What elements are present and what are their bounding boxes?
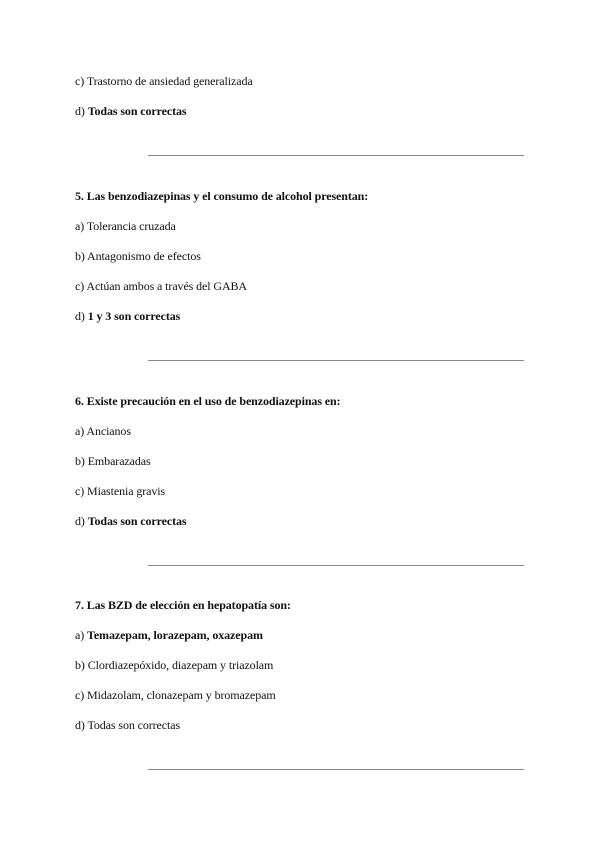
option-text: Trastorno de ansiedad generalizada bbox=[86, 74, 253, 88]
option-prefix: d) bbox=[75, 309, 88, 323]
option-prefix: a) bbox=[75, 424, 87, 438]
question-6-option-b bbox=[75, 454, 151, 468]
option-text: Actúan ambos a través del GABA bbox=[86, 279, 247, 293]
option-text: Tolerancia cruzada bbox=[86, 219, 176, 233]
question-6-option-c bbox=[75, 484, 165, 498]
question-5-title: 5. Las benzodiazepinas y el consumo de alcohol presentan: bbox=[75, 189, 369, 203]
option-text: Antagonismo de efectos bbox=[87, 249, 201, 263]
option-text: Embarazadas bbox=[87, 454, 151, 468]
option-prefix: b) bbox=[75, 454, 88, 468]
separator-line bbox=[148, 360, 524, 361]
question-6-option-a bbox=[75, 424, 131, 438]
question-5-option-d-correct bbox=[75, 309, 180, 323]
option-text: Todas son correctas bbox=[87, 718, 181, 732]
option-text-correct: Temazepam, lorazepam, oxazepam bbox=[87, 628, 263, 642]
option-prefix: d) bbox=[75, 514, 88, 528]
question-7-title: 7. Las BZD de elección en hepatopatía son: bbox=[75, 598, 291, 612]
option-prefix: c) bbox=[75, 74, 87, 88]
question-6-option-d-correct bbox=[75, 514, 186, 528]
separator-line bbox=[148, 155, 524, 156]
separator-line bbox=[148, 565, 524, 566]
option-text: Miastenia gravis bbox=[87, 484, 166, 498]
option-text: Midazolam, clonazepam y bromazepam bbox=[87, 688, 276, 702]
separator-line bbox=[148, 769, 524, 770]
option-prefix: a) bbox=[75, 219, 87, 233]
option-prefix: c) bbox=[75, 688, 88, 702]
option-prefix: b) bbox=[75, 658, 88, 672]
question-7-option-d bbox=[75, 718, 180, 732]
option-prefix: c) bbox=[75, 484, 88, 498]
option-prefix: d) bbox=[75, 718, 88, 732]
question-7-option-a-correct bbox=[75, 628, 263, 642]
question-7-option-c bbox=[75, 688, 276, 702]
option-text: Ancianos bbox=[86, 424, 131, 438]
question-5-option-b bbox=[75, 249, 201, 263]
option-text-correct: Todas son correctas bbox=[87, 104, 187, 118]
option-d-prev-correct bbox=[75, 104, 186, 118]
question-6-title: 6. Existe precaución en el uso de benzodiazepinas en: bbox=[75, 394, 341, 408]
option-text-correct: 1 y 3 son correctas bbox=[87, 309, 181, 323]
question-5-option-c bbox=[75, 279, 247, 293]
option-prefix: b) bbox=[75, 249, 88, 263]
option-prefix: a) bbox=[75, 628, 88, 642]
question-5-option-a bbox=[75, 219, 176, 233]
option-text-correct: Todas son correctas bbox=[87, 514, 187, 528]
option-text: Clordiazepóxido, diazepam y triazolam bbox=[87, 658, 274, 672]
option-c-prev bbox=[75, 74, 253, 88]
option-prefix: d) bbox=[75, 104, 88, 118]
question-7-option-b bbox=[75, 658, 273, 672]
option-prefix: c) bbox=[75, 279, 87, 293]
